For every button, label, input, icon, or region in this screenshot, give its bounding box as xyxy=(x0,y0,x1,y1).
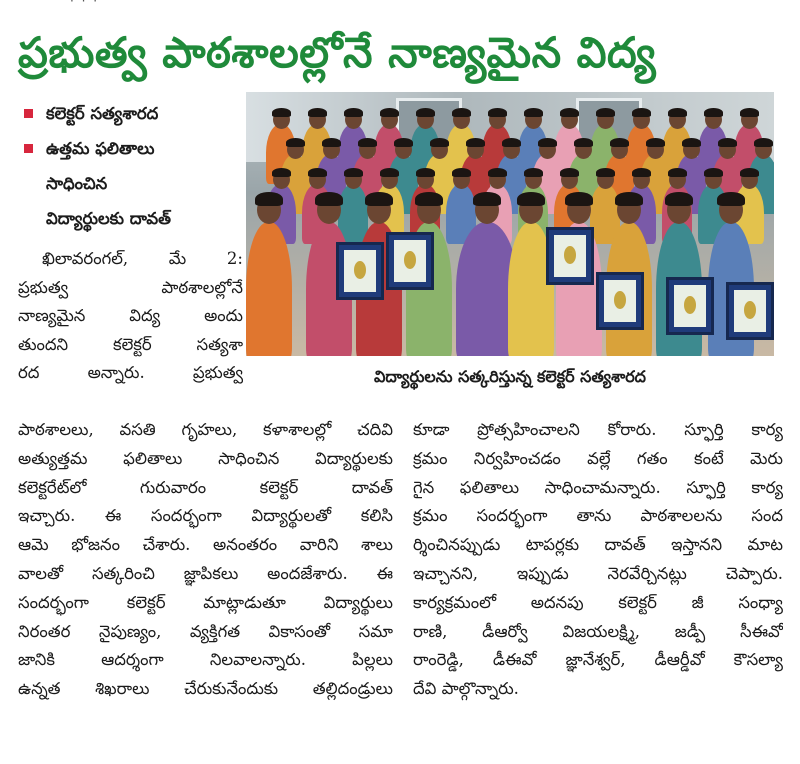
photo-person-hair xyxy=(488,168,507,177)
bullet-text-continued: విద్యార్థులకు దావత్ xyxy=(46,209,171,228)
photo-person-hair xyxy=(704,168,723,177)
bullet-item xyxy=(16,131,241,166)
photo-person-hair xyxy=(740,108,759,117)
photo-person-hair xyxy=(668,108,687,117)
photo-person-hair xyxy=(632,168,651,177)
photo-person-hair xyxy=(682,138,701,147)
photo-person-hair xyxy=(560,168,579,177)
photo-person-hair xyxy=(344,168,363,177)
article-line: రద అన్నారు. ప్రభుత్వ xyxy=(18,363,243,382)
article-line: క్రమం నిర్వహించడం వల్లే గతం కంటే మెరు xyxy=(413,448,783,468)
summary-bullets xyxy=(16,96,241,236)
article-line: ర్శించినప్పుడు టాపర్లకు దావత్ ఇస్తానని మాట xyxy=(413,535,783,555)
photo-certificate xyxy=(604,280,636,322)
article-line: ప్రభుత్వ పాఠశాలల్లోనే xyxy=(18,277,243,297)
photo-person-hair xyxy=(560,108,579,117)
article-line: అత్యుత్తమ ఫలితాలు సాధించిన విద్యార్థులకు xyxy=(18,448,393,468)
article-line: జానికి ఆదర్శంగా నిలవాలన్నారు. పిల్లలు xyxy=(18,650,393,670)
photo-certificate xyxy=(344,250,376,292)
photo-certificate-emblem xyxy=(684,296,697,315)
photo-person-hair xyxy=(415,192,443,206)
photo-certificate-frame xyxy=(666,277,714,335)
photo-person-hair xyxy=(538,138,557,147)
photo-certificate xyxy=(674,285,706,327)
photo-person-hair xyxy=(394,138,413,147)
article-line: గైన ఫలితాలు సాధించామన్నారు. స్ఫూర్తి కార్య xyxy=(413,477,783,497)
bullet-marker xyxy=(24,144,33,153)
photo-person-hair xyxy=(466,138,485,147)
photo-person-hair xyxy=(255,192,283,206)
photo-person-hair xyxy=(358,138,377,147)
bullet-item xyxy=(16,96,241,131)
photo-certificate-emblem xyxy=(744,301,757,320)
photo-person-hair xyxy=(668,168,687,177)
photo-person-hair xyxy=(665,192,693,206)
photo-certificate xyxy=(394,240,426,282)
photo-person-hair xyxy=(524,108,543,117)
photo-person-hair xyxy=(308,168,327,177)
photo-certificate xyxy=(734,290,766,332)
photo-person-hair xyxy=(610,138,629,147)
news-photo xyxy=(246,92,774,356)
photo-caption: విద్యార్థులను సత్కరిస్తున్న కలెక్టర్ సత్యశారద xyxy=(374,367,646,386)
photo-person-hair xyxy=(717,192,745,206)
photo-person-hair xyxy=(740,168,759,177)
article-line: వాలతో సత్కరించి జ్ఞాపికలు అందజేశారు. ఈ xyxy=(18,563,393,583)
photo-person-hair xyxy=(646,138,665,147)
article-line: క్రమం సందర్భంగా తాను పాఠశాలలను సంద xyxy=(413,506,783,526)
photo-certificate-frame xyxy=(596,272,644,330)
article-line: రాంరెడ్డి, డీఈవో జ్ఞానేశ్వర్, డీఆర్డీవో కౌసల్యా xyxy=(413,650,783,670)
article-line: నాణ్యమైన విద్య అందు xyxy=(18,306,243,325)
article-line: పాఠశాలలు, వసతి గృహలు, కళాశాలల్లో చదివి xyxy=(18,420,393,439)
photo-person xyxy=(246,222,292,356)
photo-certificate-frame xyxy=(546,227,594,285)
photo-person-hair xyxy=(565,192,593,206)
photo-person-hair xyxy=(380,168,399,177)
photo-person-hair xyxy=(632,108,651,117)
article-line: దేవి పాల్గొన్నారు. xyxy=(413,679,519,699)
article-line: ఇచ్చారు. ఈ సందర్భంగా విద్యార్థులతో కలిసి xyxy=(18,506,393,526)
bullet-text-continued: సాధించిన xyxy=(46,174,108,193)
photo-person-hair xyxy=(517,192,545,206)
photo-person-hair xyxy=(416,108,435,117)
article-lead xyxy=(18,245,243,388)
article-line: తుందని కలెక్టర్ సత్యశా xyxy=(18,334,243,354)
photo-person-hair xyxy=(272,108,291,117)
dateline: ఖిలావరంగల్, మే 2: xyxy=(42,249,243,268)
article-column-right xyxy=(413,416,783,704)
article-column-left xyxy=(18,416,393,704)
photo-certificate-emblem xyxy=(404,251,417,270)
photo-person-hair xyxy=(380,108,399,117)
photo-person-hair xyxy=(574,138,593,147)
article-line: కూడా ప్రోత్సహించాలని కోరారు. స్ఫూర్తి కార్య xyxy=(413,420,783,439)
photo-person-hair xyxy=(615,192,643,206)
headline: ప్రభుత్వ పాఠశాలల్లోనే నాణ్యమైన విద్య xyxy=(18,28,657,77)
previous-article-cutoff xyxy=(0,0,800,10)
photo-person-hair xyxy=(502,138,521,147)
photo-person-hair xyxy=(315,192,343,206)
article-line: సందర్భంగా కలెక్టర్ మాట్లాడుతూ విద్యార్థులు xyxy=(18,592,393,612)
photo-certificate-frame xyxy=(336,242,384,300)
photo-certificate xyxy=(554,235,586,277)
photo-person-hair xyxy=(488,108,507,117)
photo-person-hair xyxy=(452,108,471,117)
article-line: రాణి, డీఆర్వో విజయలక్ష్మి, జడ్పీ సీఈవో xyxy=(413,621,783,641)
article-line: ఆమె భోజనం చేశారు. అనంతరం వారిని శాలు xyxy=(18,535,393,555)
bullet-text: కలెక్టర్ సత్యశారద xyxy=(46,104,159,123)
photo-person-hair xyxy=(524,168,543,177)
cutoff-text-fragment: · · · xyxy=(70,0,100,8)
article-line: నిరంతర నైపుణ్యం, వ్యక్తిగత వికాసంతో సమా xyxy=(18,621,393,641)
photo-person-hair xyxy=(596,108,615,117)
photo-person-hair xyxy=(365,192,393,206)
photo-person-hair xyxy=(308,108,327,117)
photo-certificate-emblem xyxy=(614,291,627,310)
photo-person-hair xyxy=(473,192,501,206)
photo-person-hair xyxy=(322,138,341,147)
article-line: ఉన్నత శిఖరాలు చేరుకునేందుకు తల్లిదండ్రులు xyxy=(18,679,393,699)
photo-person-hair xyxy=(416,168,435,177)
photo-person-hair xyxy=(754,138,773,147)
bullet-marker xyxy=(24,109,33,118)
photo-certificate-frame xyxy=(726,282,774,340)
photo-person-hair xyxy=(718,138,737,147)
article-line: కార్యక్రమంలో అదనపు కలెక్టర్ జీ సంధ్యా xyxy=(413,592,783,612)
photo-person-hair xyxy=(272,168,291,177)
article-line: కలెక్టరేట్‌లో గురువారం కలెక్టర్ దావత్ xyxy=(18,477,393,497)
photo-certificate-frame xyxy=(386,232,434,290)
photo-certificate-emblem xyxy=(354,261,367,280)
photo-person-hair xyxy=(430,138,449,147)
photo-person-hair xyxy=(344,108,363,117)
photo-person-hair xyxy=(704,108,723,117)
photo-person-hair xyxy=(286,138,305,147)
photo-certificate-emblem xyxy=(564,246,577,265)
bullet-text: ఉత్తమ ఫలితాలు xyxy=(46,139,155,158)
photo-person-hair xyxy=(452,168,471,177)
photo-person-hair xyxy=(596,168,615,177)
article-line: ఇచ్చానని, ఇప్పుడు నెరవేర్చినట్లు చెప్పారు. xyxy=(413,563,783,583)
